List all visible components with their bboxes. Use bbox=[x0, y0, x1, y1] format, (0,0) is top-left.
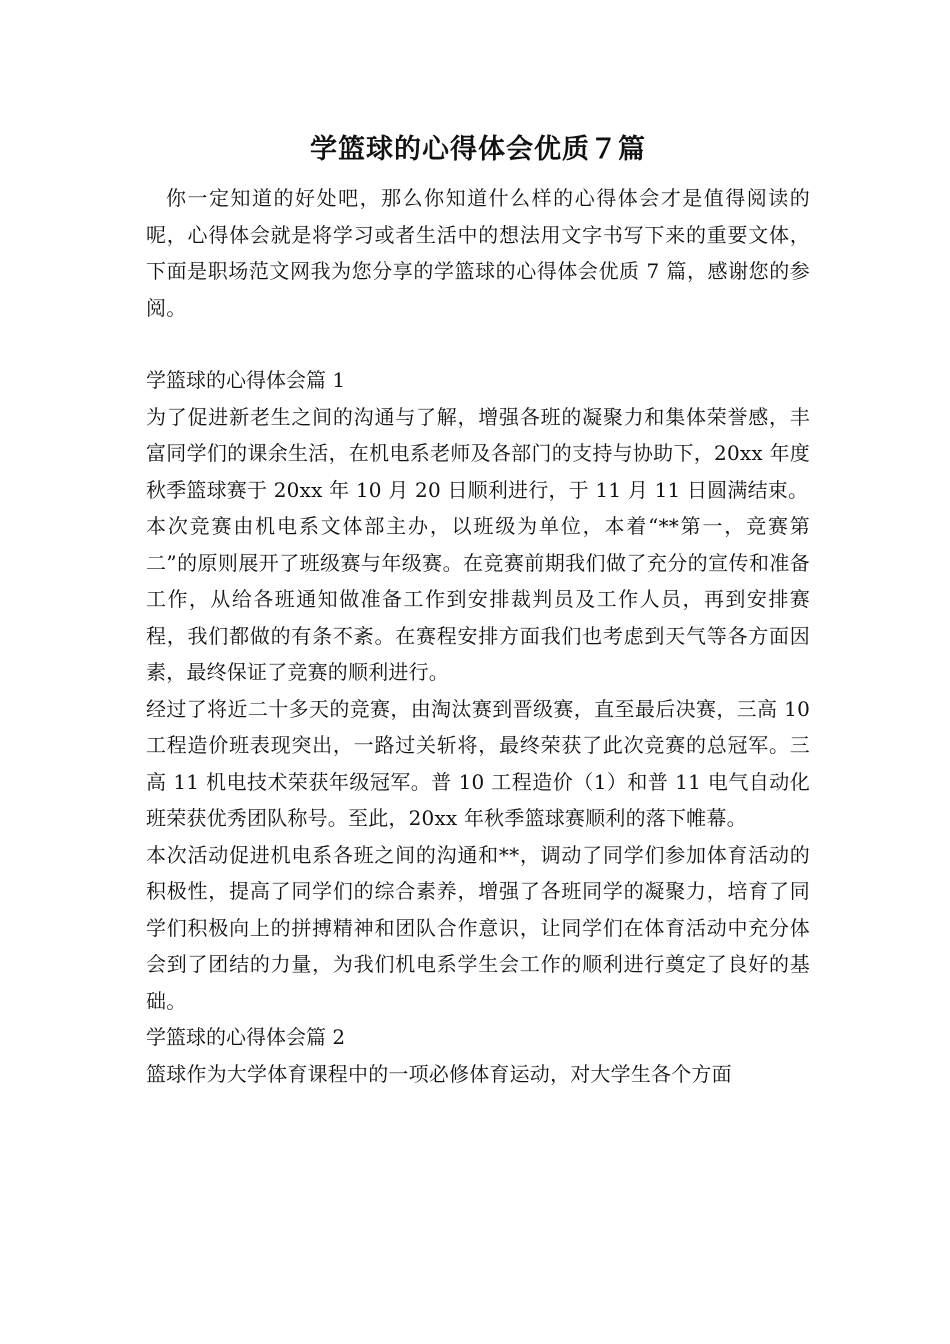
document-title: 学篮球的心得体会优质７篇 bbox=[310, 134, 646, 165]
section1-paragraph-4: 本次活动促进机电系各班之间的沟通和**，调动了同学们参加体育活动的积极性，提高了同学们的综合素养，增强了各班同学的凝聚力，培育了同学们积极向上的拼搏精神和团队合作意识，让同学们在体育活动中充分体会到了团结的力量，为我们机电系学生会工作的顺利进行奠定了良好的基础。 bbox=[146, 842, 810, 1013]
section1-paragraph-1: 为了促进新老生之间的沟通与了解，增强各班的凝聚力和集体荣誉感，丰富同学们的课余生活，在机电系老师及各部门的支持与协助下，20xx 年度秋季篮球赛于 20xx 年 10 月 20 日顺利进行，于 11 月 11 日圆满结束。 bbox=[146, 404, 810, 502]
section2-paragraph-1: 篮球作为大学体育课程中的一项必修体育运动，对大学生各个方面 bbox=[146, 1061, 732, 1086]
section-heading-2: 学篮球的心得体会篇 2 bbox=[146, 1025, 346, 1049]
document-page bbox=[146, 128, 810, 1092]
intro-paragraph: 你一定知道的好处吧，那么你知道什么样的心得体会才是值得阅读的呢，心得体会就是将学习或者生活中的想法用文字书写下来的重要文体，下面是职场范文网我为您分享的学篮球的心得体会优质 7 篇，感谢您的参阅。 bbox=[146, 186, 810, 320]
section-heading-1: 学篮球的心得体会篇 1 bbox=[146, 368, 346, 392]
paragraph-gap bbox=[146, 326, 810, 362]
section1-paragraph-3: 经过了将近二十多天的竞赛，由淘汰赛到晋级赛，直至最后决赛，三高 10 工程造价班表现突出，一路过关斩将，最终荣获了此次竞赛的总冠军。三高 11 机电技术荣获年级冠军。普 10 工程造价（1）和普 11 电气自动化班荣获优秀团队称号。至此，20xx 年秋季篮球赛顺利的落下帷幕。 bbox=[146, 696, 810, 830]
section1-paragraph-2: 本次竞赛由机电系文体部主办，以班级为单位，本着“**第一，竞赛第二”的原则展开了班级赛与年级赛。在竞赛前期我们做了充分的宣传和准备工作，从给各班通知做准备工作到安排裁判员及工作人员，再到安排赛程，我们都做的有条不紊。在赛程安排方面我们也考虑到天气等各方面因素，最终保证了竞赛的顺利进行。 bbox=[146, 514, 810, 684]
